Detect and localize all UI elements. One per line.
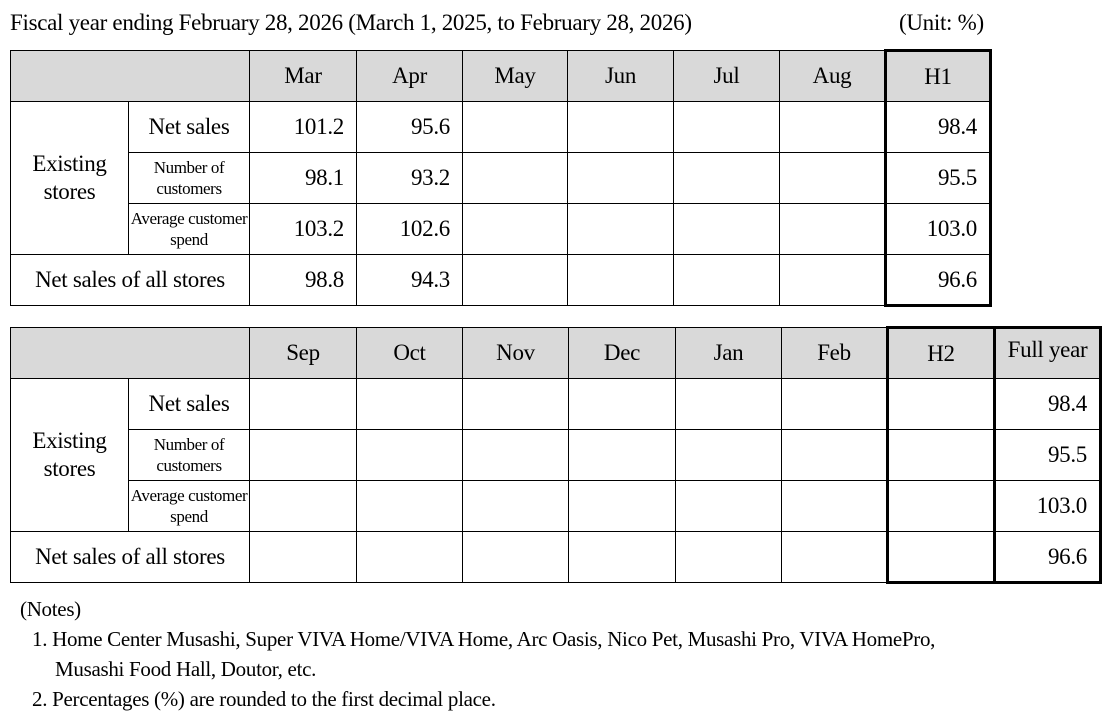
- cell-value: [674, 204, 780, 255]
- cell-value: 94.3: [357, 255, 463, 306]
- cell-h1-value: 96.6: [886, 255, 991, 306]
- table-row: [11, 102, 991, 153]
- cell-value: [250, 430, 357, 481]
- table-row: [11, 481, 1101, 532]
- cell-value: [463, 430, 569, 481]
- cell-value: [676, 379, 782, 430]
- cell-value: [357, 532, 463, 583]
- cell-value: 98.1: [250, 153, 357, 204]
- cell-value: [780, 102, 886, 153]
- cell-value: [674, 255, 780, 306]
- cell-value: [357, 430, 463, 481]
- col-header-jul: Jul: [674, 51, 780, 102]
- row-label-net-sales-all-stores: Net sales of all stores: [11, 532, 250, 583]
- cell-value: [782, 379, 888, 430]
- notes-section: [20, 594, 935, 714]
- col-header-nov: Nov: [463, 328, 569, 379]
- row-header-existing-stores: Existing stores: [11, 102, 129, 255]
- cell-value: [463, 204, 568, 255]
- cell-h2-value: [888, 481, 995, 532]
- cell-value: [357, 379, 463, 430]
- col-header-may: May: [463, 51, 568, 102]
- row-label-average-customer-spend: Average customer spend: [129, 204, 250, 255]
- cell-value: [676, 430, 782, 481]
- unit-label: (Unit: %): [899, 10, 984, 35]
- cell-h1-value: 98.4: [886, 102, 991, 153]
- table-row: [11, 532, 1101, 583]
- col-header-apr: Apr: [357, 51, 463, 102]
- cell-value: [463, 153, 568, 204]
- row-header-existing-stores: Existing stores: [11, 379, 129, 532]
- cell-h1-value: 103.0: [886, 204, 991, 255]
- cell-value: 103.2: [250, 204, 357, 255]
- row-label-average-customer-spend: Average customer spend: [129, 481, 250, 532]
- cell-value: [782, 532, 888, 583]
- header-blank-cell: [11, 328, 250, 379]
- cell-full-year-value: 95.5: [995, 430, 1101, 481]
- col-header-feb: Feb: [782, 328, 888, 379]
- cell-value: [250, 481, 357, 532]
- cell-value: [674, 102, 780, 153]
- col-header-oct: Oct: [357, 328, 463, 379]
- cell-h2-value: [888, 379, 995, 430]
- cell-value: [463, 102, 568, 153]
- notes-heading: (Notes): [20, 597, 81, 621]
- table-row: [11, 153, 991, 204]
- cell-h2-value: [888, 532, 995, 583]
- col-header-jan: Jan: [676, 328, 782, 379]
- cell-value: [782, 481, 888, 532]
- cell-value: [463, 481, 569, 532]
- cell-full-year-value: 96.6: [995, 532, 1101, 583]
- cell-value: [250, 379, 357, 430]
- col-header-mar: Mar: [250, 51, 357, 102]
- cell-value: [674, 153, 780, 204]
- cell-value: [780, 255, 886, 306]
- cell-value: [250, 532, 357, 583]
- cell-value: [569, 379, 676, 430]
- note-2: 2. Percentages (%) are rounded to the first decimal place.: [32, 687, 496, 711]
- cell-value: [569, 532, 676, 583]
- header-blank-cell: [11, 51, 250, 102]
- cell-value: 93.2: [357, 153, 463, 204]
- cell-h2-value: [888, 430, 995, 481]
- second-half-table: [10, 326, 1102, 584]
- row-label-net-sales-all-stores: Net sales of all stores: [11, 255, 250, 306]
- cell-value: [780, 153, 886, 204]
- col-header-sep: Sep: [250, 328, 357, 379]
- col-header-jun: Jun: [568, 51, 674, 102]
- col-header-h1: H1: [886, 51, 991, 102]
- cell-full-year-value: 103.0: [995, 481, 1101, 532]
- table-row: [11, 379, 1101, 430]
- cell-value: [463, 379, 569, 430]
- table-row: [11, 255, 991, 306]
- note-1-line-2: Musashi Food Hall, Doutor, etc.: [55, 657, 317, 681]
- cell-value: [568, 102, 674, 153]
- cell-h1-value: 95.5: [886, 153, 991, 204]
- cell-value: [676, 481, 782, 532]
- cell-value: 98.8: [250, 255, 357, 306]
- table-row: [11, 204, 991, 255]
- col-header-aug: Aug: [780, 51, 886, 102]
- cell-value: [782, 430, 888, 481]
- row-label-number-of-customers: Number of customers: [129, 153, 250, 204]
- cell-value: [568, 204, 674, 255]
- cell-value: 102.6: [357, 204, 463, 255]
- cell-value: [463, 255, 568, 306]
- cell-value: [568, 153, 674, 204]
- cell-value: [357, 481, 463, 532]
- cell-value: [568, 255, 674, 306]
- col-header-dec: Dec: [569, 328, 676, 379]
- row-label-net-sales: Net sales: [129, 102, 250, 153]
- cell-value: [463, 532, 569, 583]
- cell-value: [569, 481, 676, 532]
- note-1-line-1: 1. Home Center Musashi, Super VIVA Home/VIVA Home, Arc Oasis, Nico Pet, Musashi Pro, VIVA HomePro,: [32, 627, 936, 651]
- cell-value: [676, 532, 782, 583]
- col-header-h2: H2: [888, 328, 995, 379]
- row-label-net-sales: Net sales: [129, 379, 250, 430]
- row-label-number-of-customers: Number of customers: [129, 430, 250, 481]
- cell-value: 101.2: [250, 102, 357, 153]
- table-row: [11, 430, 1101, 481]
- cell-value: [569, 430, 676, 481]
- cell-value: [780, 204, 886, 255]
- fiscal-year-title: Fiscal year ending February 28, 2026 (March 1, 2025, to February 28, 2026): [10, 10, 692, 35]
- first-half-table: [10, 49, 992, 307]
- cell-value: 95.6: [357, 102, 463, 153]
- col-header-full-year: Full year: [995, 328, 1101, 379]
- cell-full-year-value: 98.4: [995, 379, 1101, 430]
